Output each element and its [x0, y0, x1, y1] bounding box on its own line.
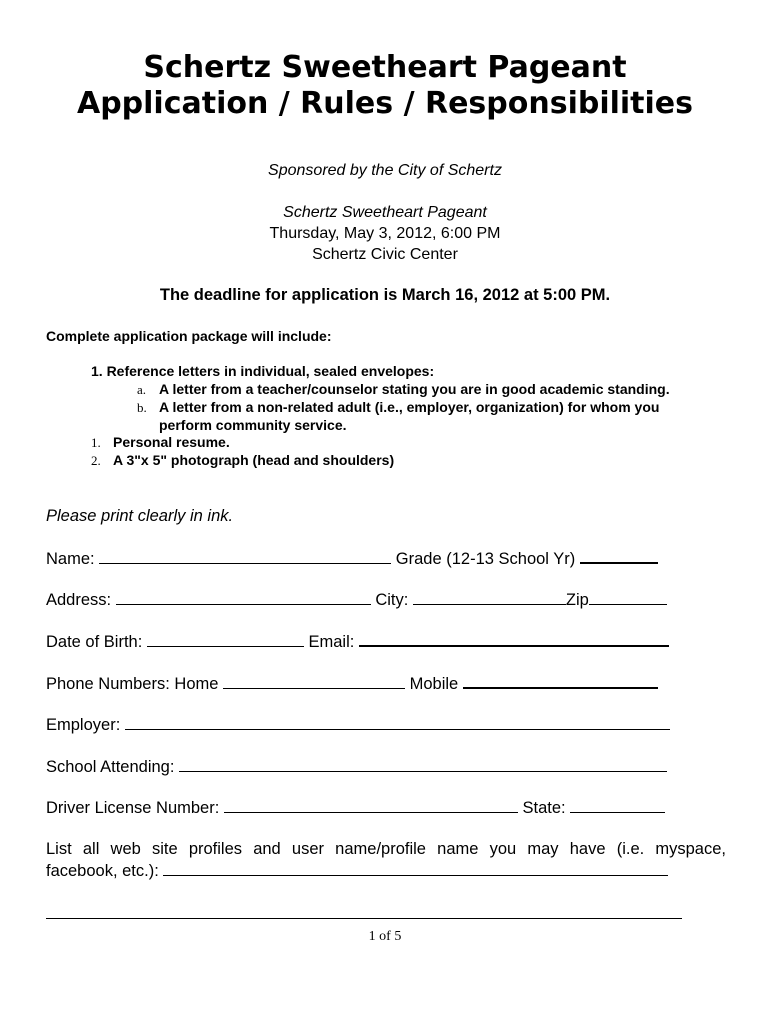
dob-field[interactable] [147, 632, 304, 647]
package-subitem-a [137, 381, 670, 398]
zip-label: Zip [565, 591, 589, 609]
address-field[interactable] [116, 590, 371, 605]
employer-label: Employer: [46, 716, 121, 734]
dob-row [46, 631, 669, 652]
city-field[interactable] [413, 590, 566, 605]
profiles-row [46, 861, 668, 881]
grade-field[interactable] [580, 548, 658, 564]
employer-row [46, 715, 670, 735]
page-number: 1 of 5 [368, 929, 402, 944]
subitem-b-text: A letter from a non-related adult (i.e., employer, organization) for whom you [159, 399, 660, 415]
profiles-line-1: List all web site profiles and user name/profile name you may have (i.e. myspace, [46, 840, 726, 858]
event-location: Schertz Civic Center [312, 246, 458, 263]
license-row [46, 798, 665, 818]
license-field[interactable] [224, 798, 518, 813]
address-row [46, 590, 667, 610]
package-item-resume [91, 434, 230, 451]
package-item-reference-letters: 1. Reference letters in individual, sealed envelopes: [91, 363, 435, 379]
email-field[interactable] [359, 631, 669, 647]
deadline-text: The deadline for application is March 16, 2012 at 5:00 PM. [159, 286, 611, 304]
phone-home-label: Phone Numbers: Home [46, 675, 219, 693]
page-title-line-2: Application / Rules / Responsibilities [76, 86, 694, 121]
package-subitem-b [137, 399, 659, 416]
name-label: Name: [46, 550, 95, 568]
item-resume-text: Personal resume. [113, 434, 230, 450]
grade-label: Grade (12-13 School Yr) [395, 550, 576, 568]
item-photo-text: A 3"x 5" photograph (head and shoulders) [113, 452, 395, 468]
subitem-a-text: A letter from a teacher/counselor stating you are in good academic standing. [159, 381, 670, 397]
name-row [46, 548, 658, 569]
school-row [46, 757, 667, 777]
item-photo-marker: 2. [91, 453, 101, 468]
phone-mobile-field[interactable] [463, 673, 658, 689]
profiles-field-extra-line[interactable] [46, 904, 682, 919]
city-label: City: [375, 591, 409, 609]
item-resume-marker: 1. [91, 435, 101, 450]
state-label: State: [522, 799, 566, 817]
event-name: Schertz Sweetheart Pageant [283, 204, 487, 221]
package-item-photo [91, 452, 394, 469]
phone-home-field[interactable] [223, 674, 405, 689]
event-date: Thursday, May 3, 2012, 6:00 PM [269, 225, 501, 242]
page-title-line-1: Schertz Sweetheart Pageant [143, 50, 627, 85]
name-field[interactable] [99, 549, 391, 564]
phone-mobile-label: Mobile [409, 675, 459, 693]
dob-label: Date of Birth: [46, 633, 143, 651]
sponsor-text: Sponsored by the City of Schertz [268, 162, 502, 179]
phone-row [46, 673, 658, 694]
email-label: Email: [308, 633, 355, 651]
employer-field[interactable] [125, 715, 670, 730]
school-label: School Attending: [46, 758, 175, 776]
form-instruction: Please print clearly in ink. [46, 507, 234, 525]
state-field[interactable] [570, 798, 665, 813]
profiles-label: facebook, etc.): [46, 862, 159, 880]
package-heading: Complete application package will include: [46, 328, 332, 344]
school-field[interactable] [179, 757, 667, 772]
subitem-b-marker: b. [137, 400, 147, 415]
zip-field[interactable] [589, 590, 667, 605]
license-label: Driver License Number: [46, 799, 220, 817]
package-subitem-b-cont: perform community service. [159, 417, 347, 433]
profiles-field[interactable] [163, 861, 668, 876]
subitem-a-marker: a. [137, 382, 147, 397]
address-label: Address: [46, 591, 112, 609]
